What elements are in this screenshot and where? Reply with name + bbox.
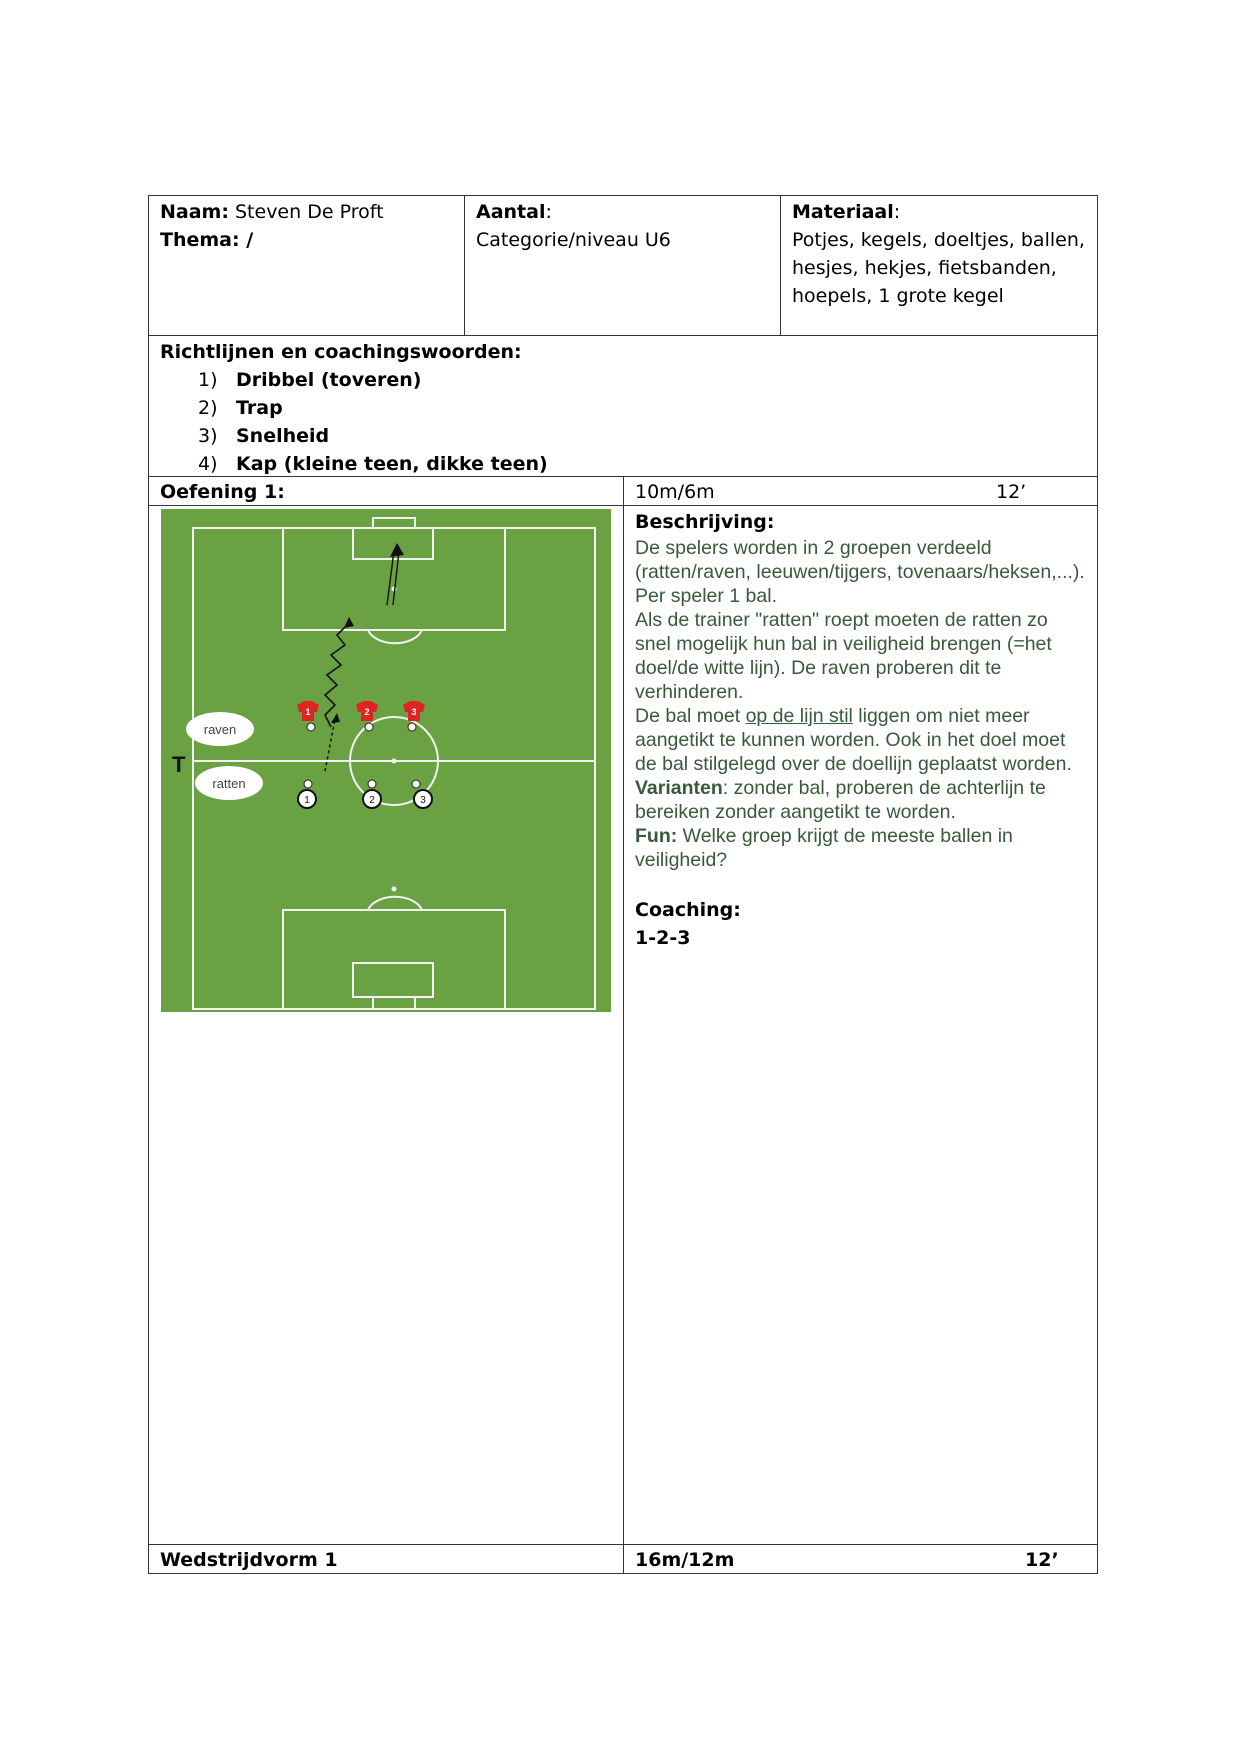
description-text: liggen om niet meer aangetikt te kunnen worden. Ook in het doel moet de bal stilgelegd over de doellijn geplaatst worden. <box>635 705 1072 775</box>
material-value: Potjes, kegels, doeltjes, ballen, hesjes, hekjes, fietsbanden, hoepels, 1 grote kegel <box>792 229 1085 307</box>
description-cell <box>623 505 1098 1545</box>
name-theme-cell <box>148 195 465 336</box>
guidelines-cell <box>148 335 1098 477</box>
pitch-diagram <box>161 509 611 1012</box>
svg-text:1: 1 <box>305 707 311 717</box>
svg-text:2: 2 <box>364 707 370 717</box>
description-paragraph-1: De spelers worden in 2 groepen verdeeld (ratten/raven, leeuwen/tijgers, tovenaars/heksen,...). Per speler 1 bal. <box>635 537 1085 607</box>
description-label: Beschrijving: <box>635 511 775 533</box>
description-paragraph-3 <box>635 704 1086 776</box>
match-meta <box>623 1544 1098 1574</box>
guideline-item <box>198 422 1086 450</box>
svg-text:2: 2 <box>369 795 375 806</box>
svg-text:3: 3 <box>420 795 426 806</box>
session-sheet <box>148 195 1098 1575</box>
category-value: Categorie/niveau U6 <box>476 229 671 251</box>
exercise-duration: 12’ <box>996 481 1027 503</box>
guidelines-title: Richtlijnen en coachingswoorden: <box>160 341 522 363</box>
svg-text:1: 1 <box>304 795 310 806</box>
guideline-number: 4) <box>198 453 218 475</box>
exercise-title: Oefening 1: <box>148 476 624 506</box>
ratten-label: ratten <box>212 776 246 791</box>
guideline-label: Snelheid <box>236 425 330 447</box>
fun-line <box>635 824 1086 872</box>
match-dimensions: 16m/12m <box>635 1549 735 1571</box>
count-colon: : <box>545 201 552 223</box>
fun-text: Welke groep krijgt de meeste ballen in veiligheid? <box>635 825 1013 871</box>
guideline-label: Kap (kleine teen, dikke teen) <box>236 453 548 475</box>
material-cell <box>780 195 1098 336</box>
guidelines-list <box>160 366 1086 478</box>
name-value: Steven De Proft <box>228 201 384 223</box>
fun-label: Fun: <box>635 825 678 847</box>
exercise-meta <box>623 476 1098 506</box>
description-text: De bal moet <box>635 705 746 727</box>
count-cell <box>464 195 781 336</box>
guideline-item <box>198 366 1086 394</box>
raven-label: raven <box>203 722 237 737</box>
guideline-number: 2) <box>198 397 218 419</box>
match-duration: 12’ <box>1025 1549 1059 1571</box>
material-label: Materiaal <box>792 201 894 223</box>
guideline-number: 1) <box>198 369 218 391</box>
theme-label: Thema: / <box>160 229 254 251</box>
coaching-label: Coaching: <box>635 899 741 921</box>
variants-line <box>635 776 1086 824</box>
guideline-item <box>198 450 1086 478</box>
variants-label: Varianten <box>635 777 723 799</box>
count-label: Aantal <box>476 201 546 223</box>
variants-text: : zonder bal, proberen de achterlijn te bereiken zonder aangetikt te worden. <box>635 777 1046 823</box>
description-paragraph-2: Als de trainer "ratten" roept moeten de ratten zo snel mogelijk hun bal in veiligheid brengen (=het doel/de witte lijn). De raven proberen dit te verhinderen. <box>635 609 1052 703</box>
exercise-dimensions: 10m/6m <box>635 481 715 503</box>
guideline-number: 3) <box>198 425 218 447</box>
guideline-label: Dribbel (toveren) <box>236 369 422 391</box>
diagram-cell <box>148 505 624 1545</box>
guideline-label: Trap <box>236 397 283 419</box>
guideline-item <box>198 394 1086 422</box>
description-body <box>635 536 1086 872</box>
underlined-text: op de lijn stil <box>745 705 853 727</box>
svg-text:3: 3 <box>411 707 417 717</box>
name-label: Naam: <box>160 201 229 223</box>
match-title: Wedstrijdvorm 1 <box>148 1544 624 1574</box>
material-colon: : <box>893 201 901 223</box>
trainer-mark: T <box>172 752 186 777</box>
coaching-value: 1-2-3 <box>635 927 691 949</box>
